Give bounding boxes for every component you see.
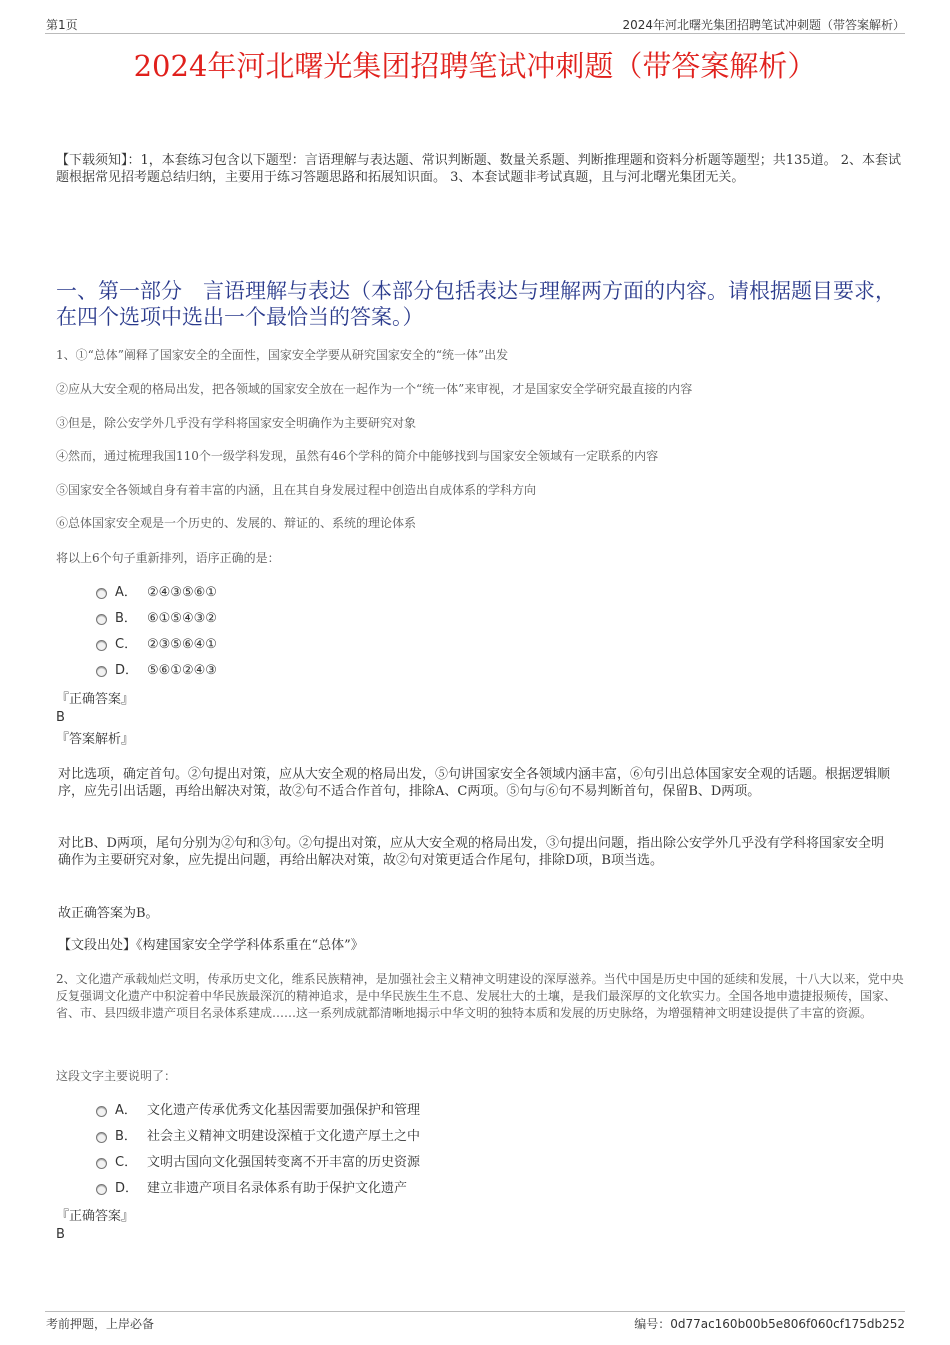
q2-answer: B bbox=[56, 1227, 65, 1242]
option-text: ⑥①⑤④③② bbox=[147, 611, 217, 626]
q1-analysis-2: 对比B、D两项，尾句分别为②句和③句。②句提出对策，应从大安全观的格局出发，③句提出问题，指出除公安学外几乎没有学科将国家安全明确作为主要研究对象，应先提出问题，再给出解决对策，故②句对策更适合作尾句，排除D项，B项当选。 bbox=[58, 836, 884, 868]
option-letter: D． bbox=[115, 1181, 139, 1196]
section-heading: 一、第一部分 言语理解与表达（本部分包括表达与理解两方面的内容。请根据题目要求，在四个选项中选出一个最恰当的答案。） bbox=[56, 279, 896, 329]
q2-prompt: 这段文字主要说明了： bbox=[56, 1069, 177, 1083]
q1-option-c[interactable] bbox=[96, 637, 217, 653]
q1-analysis-1: 对比选项，确定首句。②句提出对策，应从大安全观的格局出发，⑤句讲国家安全各领域内涵丰富，⑥句引出总体国家安全观的话题。根据逻辑顺序，应先引出话题，再给出解决对策，故②句不适合作首句，排除A、C两项。⑤句与⑥句不易判断首句，保留B、D两项。 bbox=[58, 767, 891, 799]
header-rule bbox=[45, 33, 905, 34]
q1-sentence-4: ④然而，通过梳理我国110个一级学科发现，虽然有46个学科的简介中能够找到与国家安全领域有一定联系的内容 bbox=[56, 449, 659, 463]
option-text: ⑤⑥①②④③ bbox=[147, 663, 217, 678]
q1-option-b[interactable] bbox=[96, 611, 217, 627]
q2-option-d[interactable] bbox=[96, 1181, 407, 1197]
q2-stem: 2、文化遗产承载灿烂文明，传承历史文化，维系民族精神，是加强社会主义精神文明建设的深厚滋养。当代中国是历史中国的延续和发展，十八大以来，党中央反复强调文化遗产中积淀着中华民族最深沉的精神追求，是中华民族生生不息、发展壮大的土壤，是我们最深厚的文化软实力。全国各地申遗捷报频传，国家、省、市、县四级非遗产项目名录体系建成……这一系列成就都清晰地揭示中华文明的独特本质和发展的历史脉络，为增强精神文明建设提供了丰富的资源。 bbox=[56, 972, 904, 1020]
option-text: 建立非遗产项目名录体系有助于保护文化遗产 bbox=[147, 1181, 408, 1196]
footer-doc-id: 编号：0d77ac160b00b5e806f060cf175db252 bbox=[634, 1317, 905, 1331]
option-text: ②③⑤⑥④① bbox=[147, 637, 217, 652]
q1-source: 【文段出处】《构建国家安全学学科体系重在“总体”》 bbox=[58, 938, 364, 953]
radio-icon[interactable] bbox=[96, 1132, 107, 1143]
option-letter: B． bbox=[115, 1129, 137, 1144]
radio-icon[interactable] bbox=[96, 614, 107, 625]
radio-icon[interactable] bbox=[96, 640, 107, 651]
radio-icon[interactable] bbox=[96, 1184, 107, 1195]
page-number: 第1页 bbox=[46, 18, 78, 32]
q1-answer: B bbox=[56, 710, 65, 725]
header-doc-title: 2024年河北曙光集团招聘笔试冲刺题（带答案解析） bbox=[622, 18, 905, 32]
q1-sentence-2: ②应从大安全观的格局出发，把各领域的国家安全放在一起作为一个“统一体”来审视，才是国家安全学研究最直接的内容 bbox=[56, 382, 693, 396]
option-letter: C． bbox=[115, 637, 138, 652]
radio-icon[interactable] bbox=[96, 588, 107, 599]
q1-sentence-5: ⑤国家安全各领域自身有着丰富的内涵，且在其自身发展过程中创造出自成体系的学科方向 bbox=[56, 483, 537, 497]
option-text: 社会主义精神文明建设深植于文化遗产厚土之中 bbox=[147, 1129, 421, 1144]
option-text: 文明古国向文化强国转变离不开丰富的历史资源 bbox=[147, 1155, 421, 1170]
q1-prompt: 将以上6个句子重新排列，语序正确的是： bbox=[56, 551, 280, 565]
q2-option-b[interactable] bbox=[96, 1129, 420, 1145]
q2-option-c[interactable] bbox=[96, 1155, 420, 1171]
q1-analysis-label: 『答案解析』 bbox=[56, 732, 135, 747]
option-letter: A． bbox=[115, 1103, 137, 1118]
footer-slogan: 考前押题，上岸必备 bbox=[46, 1317, 155, 1331]
q1-answer-label: 『正确答案』 bbox=[56, 692, 135, 707]
radio-icon[interactable] bbox=[96, 1158, 107, 1169]
q1-sentence-6: ⑥总体国家安全观是一个历史的、发展的、辩证的、系统的理论体系 bbox=[56, 516, 417, 530]
option-letter: B． bbox=[115, 611, 137, 626]
footer-rule bbox=[45, 1311, 905, 1312]
option-letter: D． bbox=[115, 663, 139, 678]
q2-answer-label: 『正确答案』 bbox=[56, 1209, 135, 1224]
q2-option-a[interactable] bbox=[96, 1103, 420, 1119]
radio-icon[interactable] bbox=[96, 666, 107, 677]
option-text: ②④③⑤⑥① bbox=[147, 585, 217, 600]
q1-analysis-3: 故正确答案为B。 bbox=[58, 906, 159, 921]
option-letter: C． bbox=[115, 1155, 138, 1170]
page-title: 2024年河北曙光集团招聘笔试冲刺题（带答案解析） bbox=[133, 49, 817, 83]
q1-option-a[interactable] bbox=[96, 585, 217, 601]
q1-sentence-1: 1、①“总体”阐释了国家安全的全面性，国家安全学要从研究国家安全的“统一体”出发 bbox=[56, 348, 509, 362]
q1-option-d[interactable] bbox=[96, 663, 217, 679]
download-notice: 【下载须知】：1，本套练习包含以下题型：言语理解与表达题、常识判断题、数量关系题、判断推理题和资料分析题等题型；共135道。 2、本套试题根据常见招考题总结归纳，主要用于练习答题思路和拓展知识面。 3、本套试题非考试真题，且与河北曙光集团无关。 bbox=[56, 153, 901, 185]
radio-icon[interactable] bbox=[96, 1106, 107, 1117]
option-letter: A． bbox=[115, 585, 137, 600]
option-text: 文化遗产传承优秀文化基因需要加强保护和管理 bbox=[147, 1103, 421, 1118]
q1-sentence-3: ③但是，除公安学外几乎没有学科将国家安全明确作为主要研究对象 bbox=[56, 416, 417, 430]
